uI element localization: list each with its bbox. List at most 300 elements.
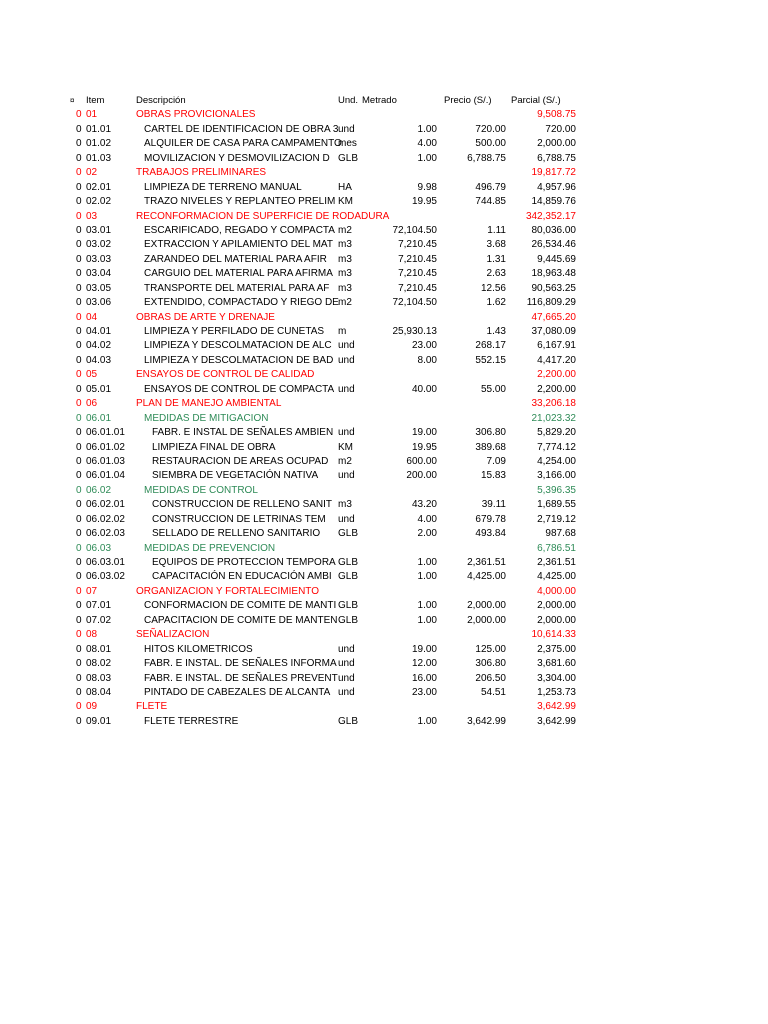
row-index-cell: 0 xyxy=(76,369,82,381)
header-parcial: Parcial (S/.) xyxy=(511,95,561,106)
precio-cell: 2,000.00 xyxy=(467,600,506,612)
description-cell: ALQUILER DE CASA PARA CAMPAMENTO xyxy=(144,138,342,150)
description-cell: ORGANIZACION Y FORTALECIMIENTO xyxy=(136,585,319,597)
description-cell: FABR. E INSTAL DE SEÑALES AMBIEN xyxy=(152,427,334,439)
metrado-cell: 8.00 xyxy=(417,354,437,366)
header-und: Und. xyxy=(338,95,359,106)
description-cell: PINTADO DE CABEZALES DE ALCANTA xyxy=(144,686,331,698)
metrado-cell: 19.00 xyxy=(411,643,437,655)
item-code-cell: 01.02 xyxy=(86,138,112,150)
metrado-cell: 2.00 xyxy=(417,528,437,540)
description-cell: FLETE xyxy=(136,701,168,713)
row-index-cell: 0 xyxy=(76,297,82,309)
unit-cell: und xyxy=(338,123,355,135)
unit-cell: m2 xyxy=(338,297,352,309)
precio-cell: 15.83 xyxy=(480,470,506,482)
parcial-cell: 5,829.20 xyxy=(537,427,576,439)
table-row xyxy=(0,527,768,541)
table-row xyxy=(0,426,768,440)
description-cell: PLAN DE MANEJO AMBIENTAL xyxy=(136,398,282,410)
item-code-cell: 01.01 xyxy=(86,123,112,135)
precio-cell: 7.09 xyxy=(486,455,506,467)
description-cell: LIMPIEZA Y DESCOLMATACION DE ALC xyxy=(144,340,332,352)
unit-cell: m3 xyxy=(338,282,352,294)
description-cell: SEÑALIZACION xyxy=(136,629,210,641)
parcial-cell: 18,963.48 xyxy=(531,268,576,280)
parcial-cell: 33,206.18 xyxy=(531,398,576,410)
item-code-cell: 03.02 xyxy=(86,239,112,251)
unit-cell: m3 xyxy=(338,239,352,251)
unit-cell: GLB xyxy=(338,614,359,626)
unit-cell: und xyxy=(338,470,355,482)
item-code-cell: 06.01.01 xyxy=(86,427,125,439)
table-row xyxy=(0,181,768,195)
parcial-cell: 5,396.35 xyxy=(537,484,576,496)
row-index-cell: 0 xyxy=(76,715,82,727)
parcial-cell: 47,665.20 xyxy=(531,311,576,323)
metrado-cell: 7,210.45 xyxy=(398,268,437,280)
table-row xyxy=(0,570,768,584)
description-cell: LIMPIEZA DE TERRENO MANUAL xyxy=(144,181,302,193)
section-row xyxy=(0,397,768,411)
subsection-row xyxy=(0,542,768,556)
metrado-cell: 40.00 xyxy=(411,383,437,395)
precio-cell: 306.80 xyxy=(475,658,506,670)
budget-sheet xyxy=(0,94,768,729)
parcial-cell: 6,167.91 xyxy=(537,340,576,352)
description-cell: HITOS KILOMETRICOS xyxy=(144,643,253,655)
item-code-cell: 06.03.01 xyxy=(86,557,125,568)
table-row xyxy=(0,614,768,628)
table-row xyxy=(0,498,768,512)
row-index-cell: 0 xyxy=(76,354,82,366)
row-index-cell: 0 xyxy=(76,326,82,337)
metrado-cell: 23.00 xyxy=(411,686,437,698)
precio-cell: 2,361.51 xyxy=(467,557,506,568)
table-row xyxy=(0,455,768,469)
description-cell: EQUIPOS DE PROTECCION TEMPORA xyxy=(152,557,336,568)
parcial-cell: 2,200.00 xyxy=(537,369,576,381)
description-cell: LIMPIEZA FINAL DE OBRA xyxy=(152,441,276,453)
row-index-cell: 0 xyxy=(76,412,82,424)
budget-rows xyxy=(0,108,768,729)
table-row xyxy=(0,354,768,368)
description-cell: RECONFORMACION DE SUPERFICIE DE RODADURA xyxy=(136,210,390,222)
table-row xyxy=(0,383,768,397)
precio-cell: 493.84 xyxy=(475,528,506,540)
description-cell: RESTAURACION DE AREAS OCUPAD xyxy=(152,455,329,467)
parcial-cell: 19,817.72 xyxy=(531,167,576,179)
metrado-cell: 19.00 xyxy=(411,427,437,439)
item-code-cell: 06 xyxy=(86,398,98,410)
item-code-cell: 06.03.02 xyxy=(86,571,125,583)
row-index-cell: 0 xyxy=(76,658,82,670)
description-cell: TRABAJOS PRELIMINARES xyxy=(136,167,267,179)
header-marker: ¤ xyxy=(70,96,75,105)
table-row xyxy=(0,715,768,729)
description-cell: OBRAS DE ARTE Y DRENAJE xyxy=(136,311,275,323)
section-row xyxy=(0,628,768,642)
item-code-cell: 06.03 xyxy=(86,542,112,554)
item-code-cell: 04 xyxy=(86,311,98,323)
precio-cell: 389.68 xyxy=(475,441,506,453)
table-row xyxy=(0,686,768,700)
description-cell: CONSTRUCCION DE LETRINAS TEM xyxy=(152,513,326,525)
item-code-cell: 07.01 xyxy=(86,600,112,612)
metrado-cell: 72,104.50 xyxy=(392,297,437,309)
row-index-cell: 0 xyxy=(76,470,82,482)
row-index-cell: 0 xyxy=(76,152,82,164)
unit-cell: und xyxy=(338,354,355,366)
item-code-cell: 04.02 xyxy=(86,340,112,352)
metrado-cell: 43.20 xyxy=(411,499,437,511)
parcial-cell: 116,809.29 xyxy=(526,297,576,309)
item-code-cell: 06.02 xyxy=(86,484,112,496)
row-index-cell: 0 xyxy=(76,557,82,568)
precio-cell: 6,788.75 xyxy=(467,152,506,164)
parcial-cell: 80,036.00 xyxy=(531,224,576,236)
row-index-cell: 0 xyxy=(76,253,82,265)
unit-cell: m3 xyxy=(338,499,352,511)
row-index-cell: 0 xyxy=(76,196,82,208)
table-row xyxy=(0,282,768,296)
table-row xyxy=(0,123,768,137)
metrado-cell: 1.00 xyxy=(417,571,437,583)
unit-cell: GLB xyxy=(338,152,359,164)
parcial-cell: 2,719.12 xyxy=(537,513,576,525)
item-code-cell: 08.02 xyxy=(86,658,112,670)
unit-cell: m2 xyxy=(338,455,352,467)
section-row xyxy=(0,585,768,599)
table-row xyxy=(0,556,768,570)
precio-cell: 268.17 xyxy=(475,340,506,352)
parcial-cell: 2,000.00 xyxy=(537,138,576,150)
description-cell: LIMPIEZA Y DESCOLMATACION DE BAD xyxy=(144,354,334,366)
unit-cell: und xyxy=(338,658,355,670)
item-code-cell: 09.01 xyxy=(86,715,112,727)
item-code-cell: 06.02.03 xyxy=(86,528,125,540)
precio-cell: 2,000.00 xyxy=(467,614,506,626)
parcial-cell: 2,361.51 xyxy=(537,557,576,568)
parcial-cell: 3,681.60 xyxy=(537,658,576,670)
parcial-cell: 14,859.76 xyxy=(531,196,576,208)
metrado-cell: 12.00 xyxy=(411,658,437,670)
item-code-cell: 07.02 xyxy=(86,614,112,626)
item-code-cell: 02.01 xyxy=(86,181,112,193)
row-index-cell: 0 xyxy=(76,686,82,698)
precio-cell: 1.43 xyxy=(486,326,506,337)
table-row xyxy=(0,513,768,527)
precio-cell: 1.31 xyxy=(486,253,506,265)
table-row xyxy=(0,152,768,166)
parcial-cell: 6,788.75 xyxy=(537,152,576,164)
item-code-cell: 05.01 xyxy=(86,383,112,395)
description-cell: FABR. E INSTAL. DE SEÑALES INFORMA xyxy=(144,658,337,670)
description-cell: MEDIDAS DE MITIGACION xyxy=(144,412,269,424)
description-cell: EXTENDIDO, COMPACTADO Y RIEGO DE xyxy=(144,297,339,309)
item-code-cell: 06.01.03 xyxy=(86,455,125,467)
table-row xyxy=(0,339,768,353)
parcial-cell: 1,689.55 xyxy=(537,499,576,511)
description-cell: CAPACITACIÓN EN EDUCACIÓN AMBI xyxy=(152,571,332,583)
item-code-cell: 01 xyxy=(86,109,98,121)
row-index-cell: 0 xyxy=(76,340,82,352)
precio-cell: 206.50 xyxy=(475,672,506,684)
table-row xyxy=(0,657,768,671)
row-index-cell: 0 xyxy=(76,513,82,525)
item-code-cell: 02.02 xyxy=(86,196,112,208)
item-code-cell: 03.06 xyxy=(86,297,112,309)
metrado-cell: 7,210.45 xyxy=(398,253,437,265)
precio-cell: 2.63 xyxy=(486,268,506,280)
description-cell: CONSTRUCCION DE RELLENO SANIT xyxy=(152,499,333,511)
row-index-cell: 0 xyxy=(76,138,82,150)
subsection-row xyxy=(0,412,768,426)
precio-cell: 12.56 xyxy=(480,282,506,294)
header-item: Item xyxy=(86,95,105,106)
item-code-cell: 06.01.04 xyxy=(86,470,125,482)
header-metrado: Metrado xyxy=(362,95,397,106)
table-row xyxy=(0,224,768,238)
parcial-cell: 90,563.25 xyxy=(531,282,576,294)
item-code-cell: 02 xyxy=(86,167,98,179)
row-index-cell: 0 xyxy=(76,484,82,496)
metrado-cell: 72,104.50 xyxy=(392,224,437,236)
description-cell: MEDIDAS DE PREVENCION xyxy=(144,542,276,554)
item-code-cell: 08 xyxy=(86,629,98,641)
description-cell: ESCARIFICADO, REGADO Y COMPACTA xyxy=(144,224,335,236)
precio-cell: 55.00 xyxy=(480,383,506,395)
row-index-cell: 0 xyxy=(76,499,82,511)
row-index-cell: 0 xyxy=(76,268,82,280)
description-cell: OBRAS PROVICIONALES xyxy=(136,109,256,121)
item-code-cell: 03.01 xyxy=(86,224,112,236)
parcial-cell: 3,166.00 xyxy=(537,470,576,482)
description-cell: MOVILIZACION Y DESMOVILIZACION D xyxy=(144,152,330,164)
parcial-cell: 9,445.69 xyxy=(537,253,576,265)
metrado-cell: 23.00 xyxy=(411,340,437,352)
metrado-cell: 7,210.45 xyxy=(398,239,437,251)
parcial-cell: 9,508.75 xyxy=(537,109,576,121)
precio-cell: 720.00 xyxy=(475,123,506,135)
parcial-cell: 720.00 xyxy=(545,123,576,135)
unit-cell: und xyxy=(338,672,355,684)
item-code-cell: 06.01 xyxy=(86,412,112,424)
item-code-cell: 04.03 xyxy=(86,354,112,366)
table-row xyxy=(0,238,768,252)
precio-cell: 4,425.00 xyxy=(467,571,506,583)
precio-cell: 552.15 xyxy=(475,354,506,366)
row-index-cell: 0 xyxy=(76,701,82,713)
section-row xyxy=(0,108,768,122)
description-cell: FLETE TERRESTRE xyxy=(144,715,239,727)
precio-cell: 679.78 xyxy=(475,513,506,525)
row-index-cell: 0 xyxy=(76,282,82,294)
description-cell: LIMPIEZA Y PERFILADO DE CUNETAS xyxy=(144,326,325,337)
row-index-cell: 0 xyxy=(76,571,82,583)
metrado-cell: 1.00 xyxy=(417,715,437,727)
row-index-cell: 0 xyxy=(76,123,82,135)
unit-cell: und xyxy=(338,383,355,395)
row-index-cell: 0 xyxy=(76,585,82,597)
unit-cell: m2 xyxy=(338,224,352,236)
parcial-cell: 6,786.51 xyxy=(537,542,576,554)
row-index-cell: 0 xyxy=(76,181,82,193)
unit-cell: und xyxy=(338,513,355,525)
item-code-cell: 09 xyxy=(86,701,98,713)
description-cell: ZARANDEO DEL MATERIAL PARA AFIR xyxy=(144,253,327,265)
parcial-cell: 4,957.96 xyxy=(537,181,576,193)
description-cell: EXTRACCION Y APILAMIENTO DEL MAT xyxy=(144,239,333,251)
header-precio: Precio (S/.) xyxy=(444,95,492,106)
metrado-cell: 1.00 xyxy=(417,614,437,626)
unit-cell: m3 xyxy=(338,268,352,280)
item-code-cell: 08.01 xyxy=(86,643,112,655)
unit-cell: und xyxy=(338,340,355,352)
item-code-cell: 03.03 xyxy=(86,253,112,265)
precio-cell: 744.85 xyxy=(475,196,506,208)
row-index-cell: 0 xyxy=(76,398,82,410)
table-row xyxy=(0,253,768,267)
table-row xyxy=(0,296,768,310)
row-index-cell: 0 xyxy=(76,528,82,540)
unit-cell: m xyxy=(338,326,347,337)
row-index-cell: 0 xyxy=(76,427,82,439)
parcial-cell: 4,417.20 xyxy=(537,354,576,366)
description-cell: ENSAYOS DE CONTROL DE COMPACTA xyxy=(144,383,335,395)
section-row xyxy=(0,166,768,180)
parcial-cell: 26,534.46 xyxy=(531,239,576,251)
description-cell: CONFORMACION DE COMITE DE MANTI xyxy=(144,600,337,612)
table-row xyxy=(0,469,768,483)
precio-cell: 500.00 xyxy=(475,138,506,150)
table-row xyxy=(0,267,768,281)
metrado-cell: 4.00 xyxy=(417,138,437,150)
metrado-cell: 19.95 xyxy=(411,196,437,208)
parcial-cell: 2,000.00 xyxy=(537,600,576,612)
metrado-cell: 600.00 xyxy=(406,455,437,467)
metrado-cell: 19.95 xyxy=(411,441,437,453)
item-code-cell: 03.05 xyxy=(86,282,112,294)
metrado-cell: 1.00 xyxy=(417,152,437,164)
metrado-cell: 1.00 xyxy=(417,600,437,612)
parcial-cell: 4,000.00 xyxy=(537,585,576,597)
unit-cell: KM xyxy=(338,196,353,208)
precio-cell: 3.68 xyxy=(486,239,506,251)
item-code-cell: 03 xyxy=(86,210,98,222)
parcial-cell: 10,614.33 xyxy=(531,629,576,641)
header-row xyxy=(0,94,768,108)
unit-cell: und xyxy=(338,643,355,655)
parcial-cell: 2,200.00 xyxy=(537,383,576,395)
row-index-cell: 0 xyxy=(76,542,82,554)
row-index-cell: 0 xyxy=(76,643,82,655)
precio-cell: 39.11 xyxy=(481,499,506,511)
section-row xyxy=(0,210,768,224)
parcial-cell: 1,253.73 xyxy=(537,686,576,698)
precio-cell: 306.80 xyxy=(475,427,506,439)
row-index-cell: 0 xyxy=(76,383,82,395)
row-index-cell: 0 xyxy=(76,239,82,251)
row-index-cell: 0 xyxy=(76,629,82,641)
unit-cell: m3 xyxy=(338,253,352,265)
precio-cell: 496.79 xyxy=(475,181,506,193)
table-row xyxy=(0,325,768,339)
parcial-cell: 3,642.99 xyxy=(537,701,576,713)
unit-cell: GLB xyxy=(338,600,359,612)
item-code-cell: 01.03 xyxy=(86,152,112,164)
metrado-cell: 1.00 xyxy=(417,123,437,135)
description-cell: CAPACITACION DE COMITE DE MANTEN xyxy=(144,614,338,626)
metrado-cell: 1.00 xyxy=(417,557,437,568)
item-code-cell: 08.03 xyxy=(86,672,112,684)
description-cell: FABR. E INSTAL. DE SEÑALES PREVENT xyxy=(144,672,338,684)
item-code-cell: 06.02.02 xyxy=(86,513,125,525)
item-code-cell: 08.04 xyxy=(86,686,112,698)
table-row xyxy=(0,643,768,657)
description-cell: SIEMBRA DE VEGETACIÓN NATIVA xyxy=(152,470,319,482)
row-index-cell: 0 xyxy=(76,672,82,684)
row-index-cell: 0 xyxy=(76,455,82,467)
parcial-cell: 21,023.32 xyxy=(531,412,576,424)
parcial-cell: 3,642.99 xyxy=(537,715,576,727)
header-descripcion: Descripción xyxy=(136,95,186,106)
description-cell: TRAZO NIVELES Y REPLANTEO PRELIM xyxy=(144,196,336,208)
parcial-cell: 3,304.00 xyxy=(537,672,576,684)
unit-cell: mes xyxy=(338,138,357,150)
table-row xyxy=(0,672,768,686)
description-cell: TRANSPORTE DEL MATERIAL PARA AF xyxy=(144,282,330,294)
metrado-cell: 7,210.45 xyxy=(398,282,437,294)
section-row xyxy=(0,311,768,325)
metrado-cell: 25,930.13 xyxy=(392,326,437,337)
row-index-cell: 0 xyxy=(76,167,82,179)
metrado-cell: 16.00 xyxy=(411,672,437,684)
metrado-cell: 200.00 xyxy=(406,470,437,482)
item-code-cell: 05 xyxy=(86,369,98,381)
unit-cell: GLB xyxy=(338,528,359,540)
unit-cell: GLB xyxy=(338,715,359,727)
description-cell: CARTEL DE IDENTIFICACION DE OBRA 3 xyxy=(144,123,339,135)
description-cell: CARGUIO DEL MATERIAL PARA AFIRMA xyxy=(144,268,333,280)
precio-cell: 125.00 xyxy=(475,643,506,655)
precio-cell: 1.62 xyxy=(486,297,506,309)
item-code-cell: 03.04 xyxy=(86,268,112,280)
unit-cell: und xyxy=(338,427,355,439)
parcial-cell: 4,254.00 xyxy=(537,455,576,467)
metrado-cell: 4.00 xyxy=(417,513,437,525)
subsection-row xyxy=(0,484,768,498)
unit-cell: GLB xyxy=(338,557,359,568)
row-index-cell: 0 xyxy=(76,441,82,453)
precio-cell: 54.51 xyxy=(480,686,506,698)
table-row xyxy=(0,599,768,613)
description-cell: ENSAYOS DE CONTROL DE CALIDAD xyxy=(136,369,315,381)
parcial-cell: 4,425.00 xyxy=(537,571,576,583)
metrado-cell: 9.98 xyxy=(417,181,437,193)
section-row xyxy=(0,368,768,382)
unit-cell: und xyxy=(338,686,355,698)
parcial-cell: 987.68 xyxy=(545,528,576,540)
table-row xyxy=(0,441,768,455)
row-index-cell: 0 xyxy=(76,210,82,222)
parcial-cell: 7,774.12 xyxy=(537,441,576,453)
unit-cell: GLB xyxy=(338,571,359,583)
row-index-cell: 0 xyxy=(76,109,82,121)
section-row xyxy=(0,700,768,714)
description-cell: SELLADO DE RELLENO SANITARIO xyxy=(152,528,321,540)
unit-cell: KM xyxy=(338,441,353,453)
